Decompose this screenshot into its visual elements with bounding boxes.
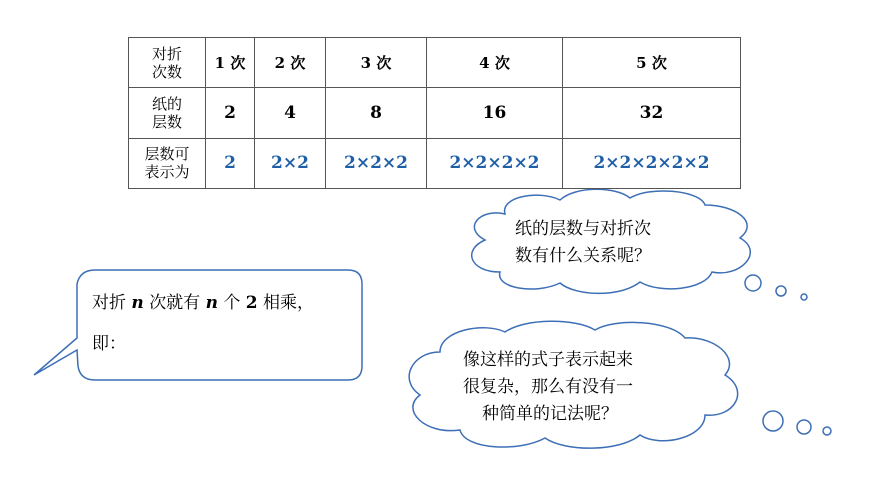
fold-count-cell: 2 次 [255,38,326,88]
speech-text: 次就有 [149,293,201,313]
expression-cell: 2×2×2 [326,138,427,188]
table-row [129,88,741,138]
table-row [129,138,741,188]
speech-text: 对折 [92,293,126,313]
variable-n: n [131,293,144,313]
fold-count-cell: 5 次 [563,38,741,88]
layer-count-cell: 32 [563,88,741,138]
row-header-layers [129,88,206,138]
layer-count-cell: 8 [326,88,427,138]
expression-cell: 2×2 [255,138,326,188]
table-row [129,38,741,88]
row-header-text: 纸的 层数 [151,94,182,131]
speech-box-line-2: 即： [92,334,126,354]
expression-cell: 2×2×2×2×2 [563,138,741,188]
number-two: 2 [245,293,258,313]
speech-text: 个 [223,293,241,313]
cloud-top-line-1: 纸的层数与对折次 [515,219,651,239]
row-header-text: 对折 次数 [151,44,182,81]
fold-count-cell: 4 次 [427,38,563,88]
variable-n: n [205,293,218,313]
expression-cell: 2×2×2×2 [427,138,563,188]
expression-cell: 2 [206,138,255,188]
speech-text: 相乘， [263,293,315,313]
thought-bubbles-bottom [763,411,831,435]
cloud-top-line-2: 数有什么关系呢？ [515,246,651,266]
layer-count-cell: 16 [427,88,563,138]
cloud-bottom-line-3: 种简单的记法呢？ [482,404,618,424]
cloud-bottom-line-1: 像这样的式子表示起来 [463,350,633,370]
speech-box-outline [34,270,362,380]
speech-box-line-1 [92,290,314,316]
thought-bubbles-top [745,275,807,300]
row-header-text: 层数可 表示为 [144,145,190,182]
row-header-fold-count [129,38,206,88]
fold-count-cell: 3 次 [326,38,427,88]
layer-count-cell: 2 [206,88,255,138]
row-header-expression [129,138,206,188]
cloud-bottom-line-2: 很复杂，那么有没有一 [463,377,633,397]
folding-table [128,37,741,189]
fold-count-cell: 1 次 [206,38,255,88]
layer-count-cell: 4 [255,88,326,138]
